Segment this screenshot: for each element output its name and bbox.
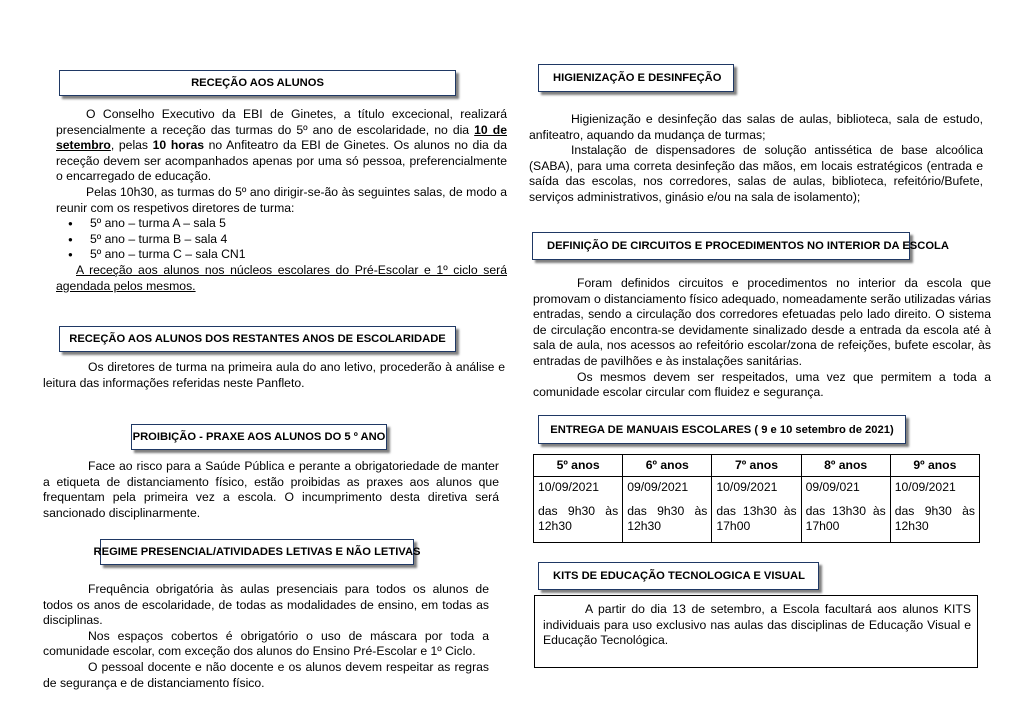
kits-paragraph: A partir do dia 13 de setembro, a Escola facultará aos alunos KITS individuais para uso exclusivo nas aulas das disciplinas de Educação Visual e Educação Tecnológica. [543,602,971,648]
regime-body [43,582,489,691]
section-heading-proibicao [131,424,387,450]
section-heading-restantes [59,326,456,352]
rececao-paragraph-1: O Conselho Executivo da EBI de Ginetes, a título excecional, realizará presencialmente a receção das turmas do 5º ano de escolaridade, no dia 10 de setembro, pelas 10 horas no Anfiteatro da EBI de Ginetes. Os alunos no dia da receção devem ser acompanhados apenas por uma só pessoa, preferencialmente o encarregado de educação. [56,107,507,184]
heading-text: RECEÇÃO AOS ALUNOS [191,77,324,89]
heading-text: RECEÇÃO AOS ALUNOS DOS RESTANTES ANOS DE ESCOLARIDADE [69,333,446,345]
rececao-paragraph-3: A receção aos alunos nos núcleos escolares do Pré-Escolar e 1º ciclo será agendada pelos mesmos. [56,262,507,293]
rececao-date: 10 de setembro [56,122,507,153]
delivery-time: das 13h30 às 17h00 [716,503,797,534]
section-heading-manuais [538,415,906,444]
rececao-body [56,107,507,294]
regime-paragraph-3: O pessoal docente e não docente e os alunos devem respeitar as regras de segurança e de distanciamento físico. [43,659,489,690]
regime-paragraph-2: Nos espaços cobertos é obrigatório o uso de máscara por toda a comunidade escolar, com exceção dos alunos do Ensino Pré-Escolar e 1º Ciclo. [43,628,489,659]
list-item: ● 5º ano – turma B – sala 4 [56,232,507,248]
section-heading-higiene [538,64,734,92]
heading-text: DEFINIÇÃO DE CIRCUITOS E PROCEDIMENTOS NO INTERIOR DA ESCOLA [547,240,949,252]
column-header: 6º anos [623,455,712,477]
table-row [534,477,980,543]
classroom-list [56,216,507,263]
circuitos-body [533,276,991,401]
table-cell [623,477,712,543]
list-item: ● 5º ano – turma A – sala 5 [56,216,507,232]
rececao-paragraph-2: Pelas 10h30, as turmas do 5º ano dirigir-se-ão às seguintes salas, de modo a reunir com os respetivos diretores de turma: [56,184,507,215]
higiene-paragraph-1: Higienização e desinfeção das salas de aulas, biblioteca, sala de estudo, anfiteatro, aquando da mudança de turmas; [529,112,983,142]
heading-text: PROIBIÇÃO - PRAXE AOS ALUNOS DO 5 º ANO [132,431,386,443]
delivery-date: 09/09/021 [805,480,860,494]
delivery-date: 10/09/2021 [716,480,778,494]
section-heading-kits [538,562,819,590]
regime-paragraph-1: Frequência obrigatória às aulas presenciais para todos os alunos de todos os anos de escolaridade, de todas as modalidades de ensino, em todas as disciplinas. [43,582,489,628]
manuais-table [533,454,980,543]
kits-box [534,595,978,668]
column-header: 8º anos [801,455,890,477]
delivery-time: das 9h30 às 12h30 [538,503,619,534]
table-cell [801,477,890,543]
delivery-date: 10/09/2021 [894,480,956,494]
restantes-paragraph: Os diretores de turma na primeira aula do ano letivo, procederão à análise e leitura das informações referidas neste Panfleto. [43,360,505,390]
column-header: 5º anos [534,455,623,477]
column-header: 7º anos [712,455,801,477]
heading-text: KITS DE EDUCAÇÃO TECNOLOGICA E VISUAL [553,570,805,582]
table-header-row [534,455,980,477]
delivery-date: 10/09/2021 [538,480,599,494]
delivery-time: das 9h30 às 12h30 [894,503,975,534]
section-heading-circuitos [532,232,949,260]
rececao-time: 10 horas [152,138,205,153]
table-cell [890,477,979,543]
circuitos-paragraph-2: Os mesmos devem ser respeitados, uma vez que permitem a toda a comunidade escolar circular com fluidez e segurança. [533,369,991,400]
higiene-body [529,112,983,206]
section-heading-rececao [59,70,456,96]
table-cell [534,477,623,543]
delivery-date: 09/09/2021 [627,480,689,494]
proibicao-paragraph: Face ao risco para a Saúde Pública e perante a obrigatoriedade de manter a etiqueta de distanciamento físico, estão proibidas as praxes aos alunos que frequentam pela primeira vez a escola. O incumprimento desta diretiva será sancionado disciplinarmente. [43,459,499,520]
restantes-body [43,360,505,391]
higiene-paragraph-2: Instalação de dispensadores de solução antissética de base alcoólica (SABA), para uma correta desinfeção das mãos, em locais estratégicos (entrada e saída das escolas, nos corredores, salas de aulas, biblioteca, refeitório/Bufete, serviços administrativos, ginásio e/ou na sala de isolamento); [529,143,983,204]
proibicao-body [43,459,499,521]
list-item: ● 5º ano – turma C – sala CN1 [56,247,507,263]
heading-text: ENTREGA DE MANUAIS ESCOLARES ( 9 e 10 setembro de 2021) [550,423,894,436]
heading-text: HIGIENIZAÇÃO E DESINFEÇÃO [553,72,722,84]
table-cell [712,477,801,543]
delivery-time: das 9h30 às 12h30 [627,503,708,534]
column-header: 9º anos [890,455,979,477]
heading-text: REGIME PRESENCIAL/ATIVIDADES LETIVAS E NÃO LETIVAS [93,546,421,558]
section-heading-regime [93,539,421,565]
circuitos-paragraph-1: Foram definidos circuitos e procedimentos no interior da escola que promovam o distanciamento físico adequado, nomeadamente serão utilizadas várias entradas, sendo a circulação dos corredores efetuadas pelo lado direito. O sistema de circulação encontra-se devidamente sinalizado desde a entrada da escola até à sala de aula, nos acessos ao refeitório escolar/zona de refeições, bufete escolar, às entradas de pavilhões e às instalações sanitárias. [533,276,991,368]
delivery-time: das 13h30 às 17h00 [805,503,886,534]
